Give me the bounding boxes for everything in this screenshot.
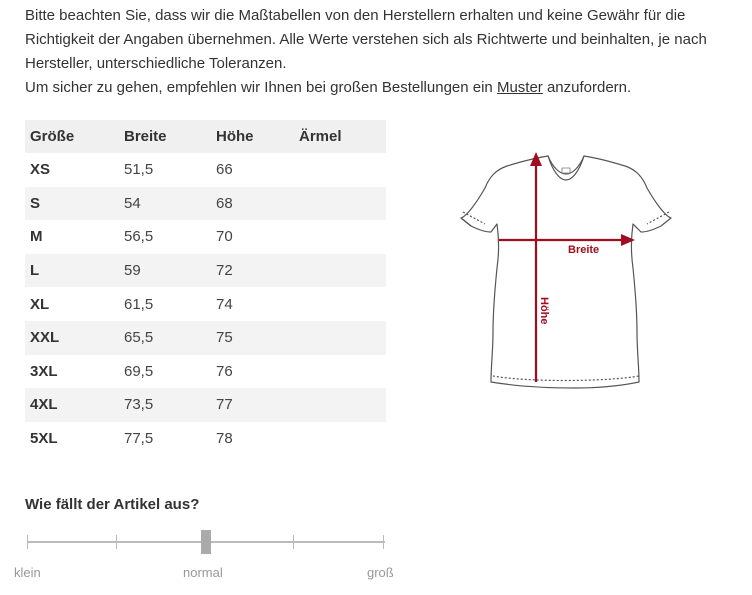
tshirt-measurement-diagram xyxy=(455,146,677,396)
size-cell: 5XL xyxy=(30,430,58,448)
sleeve-cell xyxy=(294,321,386,355)
width-cell: 51,5 xyxy=(124,161,154,179)
fit-slider-thumb[interactable] xyxy=(201,530,211,554)
size-cell: L xyxy=(25,254,119,288)
width-cell: 73,5 xyxy=(119,388,211,422)
width-label: Breite xyxy=(568,244,600,256)
sleeve-cell xyxy=(294,287,386,321)
height-cell: 68 xyxy=(211,187,294,221)
fit-slider-tick xyxy=(293,535,294,549)
table-row xyxy=(25,187,386,221)
fit-label-small: klein xyxy=(14,565,41,580)
sleeve-cell xyxy=(294,220,386,254)
width-cell: 56,5 xyxy=(124,228,154,246)
width-cell: 59 xyxy=(119,254,211,288)
fit-label-normal: normal xyxy=(183,565,223,580)
sleeve-cell xyxy=(294,153,386,187)
fit-label-large: groß xyxy=(367,565,394,580)
width-cell: 65,5 xyxy=(119,321,211,355)
header-sleeve: Ärmel xyxy=(294,120,386,153)
height-cell: 66 xyxy=(216,161,233,179)
size-table-header xyxy=(25,120,386,153)
size-cell: XXL xyxy=(25,321,119,355)
fit-question: Wie fällt der Artikel aus? xyxy=(25,496,200,513)
width-cell: 69,5 xyxy=(124,362,154,380)
header-size: Größe xyxy=(25,120,119,153)
table-row xyxy=(25,355,386,389)
table-row xyxy=(25,254,386,288)
size-cell: S xyxy=(25,187,119,221)
sleeve-cell xyxy=(294,254,386,288)
height-cell: 75 xyxy=(211,321,294,355)
size-cell: M xyxy=(30,228,43,246)
fit-slider-tick xyxy=(383,535,384,549)
size-cell: 4XL xyxy=(25,388,119,422)
header-width: Breite xyxy=(119,120,211,153)
sleeve-cell xyxy=(294,388,386,422)
disclaimer-text: Bitte beachten Sie, dass wir die Maßtabellen von den Herstellern erhalten und keine Gewähr für die Richtigkeit der Angaben übernehmen. Alle Werte verstehen sich als Richtwerte und beinhalten, je nach Hersteller, unterschiedliche Toleranzen. xyxy=(25,7,707,72)
table-row xyxy=(25,153,386,187)
sample-text-after: anzufordern. xyxy=(542,79,632,96)
width-cell: 61,5 xyxy=(124,295,154,313)
header-height: Höhe xyxy=(211,120,294,153)
size-table xyxy=(25,120,386,455)
height-cell: 76 xyxy=(216,362,233,380)
size-cell: 3XL xyxy=(30,362,58,380)
fit-slider[interactable] xyxy=(25,530,387,556)
table-row xyxy=(25,220,386,254)
fit-slider-tick xyxy=(116,535,117,549)
size-disclaimer xyxy=(25,4,747,100)
table-row xyxy=(25,422,386,456)
height-label: Höhe xyxy=(538,297,550,325)
sleeve-cell xyxy=(294,355,386,389)
height-cell: 74 xyxy=(216,295,233,313)
sleeve-cell xyxy=(294,422,386,456)
fit-slider-tick xyxy=(27,535,28,549)
sleeve-cell xyxy=(294,187,386,221)
height-cell: 77 xyxy=(211,388,294,422)
height-cell: 70 xyxy=(216,228,233,246)
sample-text-before: Um sicher zu gehen, empfehlen wir Ihnen bei großen Bestellungen ein xyxy=(25,79,497,96)
height-cell: 72 xyxy=(211,254,294,288)
table-row xyxy=(25,287,386,321)
sample-link[interactable]: Muster xyxy=(496,79,543,96)
size-cell: XS xyxy=(30,161,51,179)
table-row xyxy=(25,388,386,422)
height-cell: 78 xyxy=(216,430,233,448)
sample-recommendation xyxy=(25,76,747,100)
width-cell: 54 xyxy=(119,187,211,221)
width-cell: 77,5 xyxy=(124,430,154,448)
tshirt-outline-icon xyxy=(461,156,671,388)
size-cell: XL xyxy=(30,295,50,313)
table-row xyxy=(25,321,386,355)
